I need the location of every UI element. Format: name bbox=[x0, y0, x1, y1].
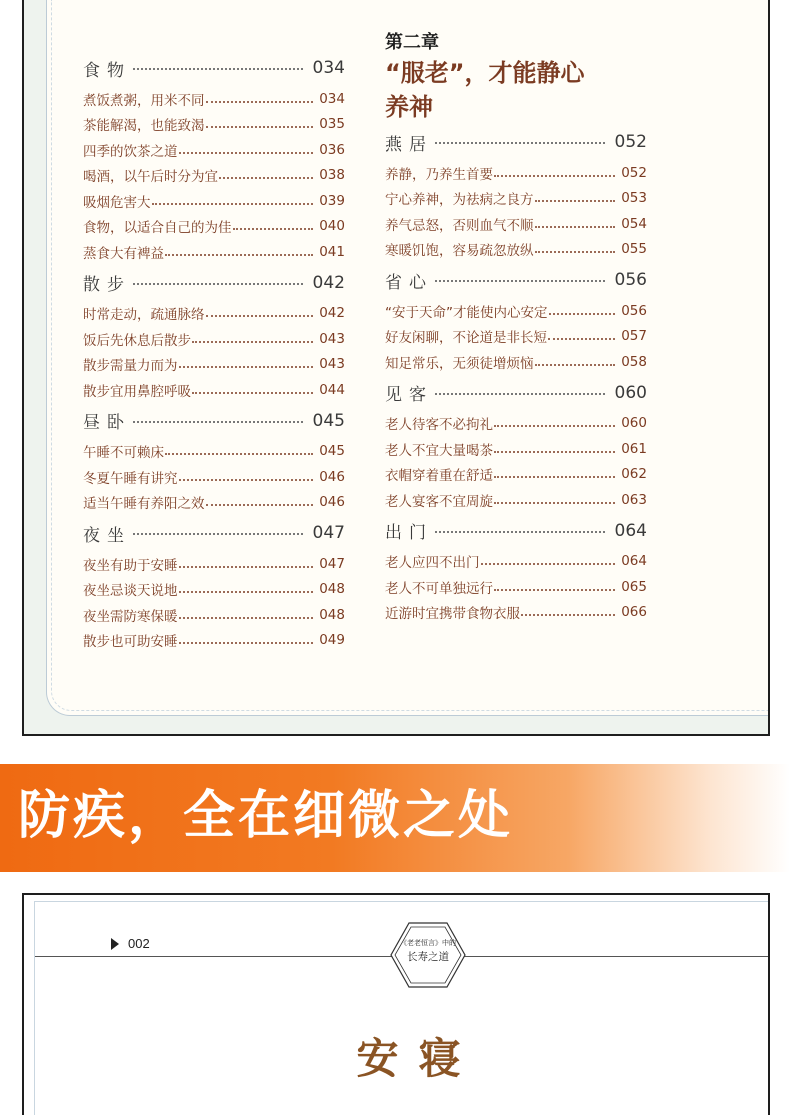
toc-entry[interactable] bbox=[385, 324, 647, 350]
page-number-marker bbox=[111, 936, 150, 951]
toc-entry[interactable] bbox=[83, 439, 345, 465]
toc-section bbox=[385, 124, 647, 262]
entry-page-number: 057 bbox=[621, 328, 647, 345]
entry-page-number: 061 bbox=[621, 440, 647, 457]
entry-title: 适当午睡有养阳之效 bbox=[83, 496, 205, 513]
entry-page-number: 049 bbox=[319, 632, 345, 649]
entry-page-number: 052 bbox=[621, 164, 647, 181]
toc-section bbox=[83, 403, 345, 516]
entry-page-number: 054 bbox=[621, 215, 647, 232]
entry-page-number: 038 bbox=[319, 167, 345, 184]
banner-title: 防疾，全在细微之处 bbox=[18, 785, 514, 846]
toc-section-heading[interactable] bbox=[385, 375, 647, 411]
entry-title: 午睡不可赖床 bbox=[83, 445, 164, 462]
seal-bottom-text: 长寿之道 bbox=[407, 951, 449, 963]
dot-leader bbox=[179, 566, 314, 568]
dot-leader bbox=[535, 251, 616, 253]
entry-title: 养气忌怒，否则血气不顺 bbox=[385, 217, 534, 234]
section-page-number: 052 bbox=[614, 132, 647, 152]
entry-page-number: 040 bbox=[319, 218, 345, 235]
section-page-number: 047 bbox=[312, 523, 345, 543]
triangle-marker-icon bbox=[111, 938, 119, 950]
entry-page-number: 046 bbox=[319, 494, 345, 511]
dot-leader bbox=[179, 642, 314, 644]
entry-page-number: 035 bbox=[319, 116, 345, 133]
entry-page-number: 058 bbox=[621, 353, 647, 370]
section-name: 昼卧 bbox=[83, 413, 131, 433]
entry-page-number: 055 bbox=[621, 241, 647, 258]
dot-leader bbox=[192, 392, 313, 394]
toc-entry[interactable] bbox=[385, 349, 647, 375]
dot-leader bbox=[494, 451, 615, 453]
dot-leader bbox=[133, 68, 303, 70]
entry-title: 老人不宜大量喝茶 bbox=[385, 442, 493, 459]
section-name: 见客 bbox=[385, 385, 433, 405]
entry-title: 老人应四不出门 bbox=[385, 555, 480, 572]
dot-leader bbox=[133, 283, 303, 285]
page-number: 002 bbox=[128, 936, 150, 951]
entry-title: “安于天命”才能使内心安定 bbox=[385, 304, 548, 321]
toc-entry[interactable] bbox=[83, 239, 345, 265]
entry-page-number: 065 bbox=[621, 578, 647, 595]
toc-entry[interactable] bbox=[83, 188, 345, 214]
section-page-number: 056 bbox=[614, 270, 647, 290]
toc-entry[interactable] bbox=[83, 163, 345, 189]
entry-title: 冬夏午睡有讲究 bbox=[83, 470, 178, 487]
entry-title: 夜坐需防寒保暖 bbox=[83, 608, 178, 625]
toc-section-heading[interactable] bbox=[83, 50, 345, 86]
entry-page-number: 043 bbox=[319, 356, 345, 373]
dot-leader bbox=[206, 126, 314, 128]
chapter-title bbox=[385, 56, 647, 124]
section-page-number: 034 bbox=[312, 58, 345, 78]
entry-page-number: 041 bbox=[319, 243, 345, 260]
dot-leader bbox=[494, 476, 615, 478]
toc-entry[interactable] bbox=[83, 112, 345, 138]
entry-title: 好友闲聊，不论道是非长短 bbox=[385, 330, 547, 347]
dot-leader bbox=[435, 393, 605, 395]
section-name: 夜坐 bbox=[83, 525, 131, 546]
section-page-number: 042 bbox=[312, 272, 345, 293]
entry-title: 寒暖饥饱，容易疏忽放纵 bbox=[385, 243, 534, 260]
hexagon-seal bbox=[390, 922, 466, 988]
entry-page-number: 048 bbox=[319, 581, 345, 598]
toc-section bbox=[385, 513, 647, 626]
section-name: 出门 bbox=[385, 523, 433, 543]
page-heading: 安寝 bbox=[356, 1034, 481, 1083]
entry-page-number: 062 bbox=[621, 466, 647, 483]
toc-entry[interactable] bbox=[83, 301, 345, 327]
dot-leader bbox=[521, 614, 615, 616]
dot-leader bbox=[206, 101, 314, 103]
toc-entry[interactable] bbox=[83, 490, 345, 516]
toc-section bbox=[385, 375, 647, 513]
toc-entry[interactable] bbox=[385, 574, 647, 600]
entry-page-number: 036 bbox=[319, 141, 345, 158]
toc-entry[interactable] bbox=[385, 487, 647, 513]
entry-page-number: 044 bbox=[319, 381, 345, 398]
dot-leader bbox=[206, 315, 314, 317]
entry-page-number: 046 bbox=[319, 468, 345, 485]
entry-page-number: 042 bbox=[319, 305, 345, 322]
seal-top-text: 《老老恒言》中的 bbox=[400, 939, 456, 947]
dot-leader bbox=[549, 313, 616, 315]
dot-leader bbox=[494, 502, 615, 504]
dot-leader bbox=[481, 563, 616, 565]
toc-section-heading[interactable] bbox=[83, 515, 345, 551]
dot-leader bbox=[179, 366, 314, 368]
entry-page-number: 047 bbox=[319, 555, 345, 572]
entry-title: 散步也可助安睡 bbox=[83, 634, 178, 651]
section-name: 燕居 bbox=[385, 134, 433, 155]
entry-page-number: 045 bbox=[319, 443, 345, 460]
toc-panel bbox=[22, 0, 770, 736]
section-page-number: 064 bbox=[614, 520, 647, 541]
toc-entry[interactable] bbox=[385, 160, 647, 186]
dot-leader bbox=[179, 152, 314, 154]
entry-title: 近游时宜携带食物衣服 bbox=[385, 606, 520, 623]
toc-entry[interactable] bbox=[83, 214, 345, 240]
entry-title: 夜坐有助于安睡 bbox=[83, 557, 178, 574]
toc-section-heading[interactable] bbox=[385, 262, 647, 298]
dot-leader bbox=[494, 425, 615, 427]
entry-title: 老人待客不必拘礼 bbox=[385, 417, 493, 434]
entry-title: 散步宜用鼻腔呼吸 bbox=[83, 383, 191, 400]
section-name: 省心 bbox=[385, 272, 433, 293]
entry-title: 时常走动，疏通脉络 bbox=[83, 307, 205, 324]
toc-entry[interactable] bbox=[385, 462, 647, 488]
section-page-number: 060 bbox=[614, 382, 647, 403]
toc-entry[interactable] bbox=[385, 237, 647, 263]
section-banner bbox=[0, 764, 790, 872]
entry-page-number: 053 bbox=[621, 190, 647, 207]
toc-entry[interactable] bbox=[385, 186, 647, 212]
dot-leader bbox=[494, 175, 615, 177]
toc-right-column bbox=[385, 28, 647, 625]
entry-title: 食物，以适合自己的为佳 bbox=[83, 220, 232, 237]
chapter-label: 第二章 bbox=[385, 32, 439, 53]
dot-leader bbox=[179, 591, 314, 593]
toc-entry[interactable] bbox=[83, 602, 345, 628]
toc-entry[interactable] bbox=[385, 298, 647, 324]
entry-title: 煮饭煮粥，用米不同 bbox=[83, 92, 205, 109]
dot-leader bbox=[435, 280, 605, 282]
toc-left-column bbox=[83, 50, 345, 653]
toc-section-heading[interactable] bbox=[83, 403, 345, 439]
dot-leader bbox=[548, 338, 615, 340]
toc-entry[interactable] bbox=[83, 464, 345, 490]
entry-title: 吸烟危害大 bbox=[83, 194, 151, 211]
toc-section bbox=[385, 262, 647, 375]
dot-leader bbox=[192, 341, 313, 343]
toc-entry[interactable] bbox=[83, 137, 345, 163]
entry-page-number: 063 bbox=[621, 491, 647, 508]
toc-section bbox=[83, 515, 345, 653]
entry-title: 知足常乐，无须徒增烦恼 bbox=[385, 355, 534, 372]
toc-entry[interactable] bbox=[83, 551, 345, 577]
dot-leader bbox=[233, 228, 314, 230]
entry-title: 四季的饮茶之道 bbox=[83, 143, 178, 160]
entry-title: 茶能解渴，也能致渴 bbox=[83, 118, 205, 135]
chapter-title-line-1: “服老”，才能静心 bbox=[385, 59, 585, 87]
dot-leader bbox=[133, 421, 303, 423]
toc-section-heading[interactable] bbox=[385, 513, 647, 549]
toc-entry[interactable] bbox=[83, 326, 345, 352]
dot-leader bbox=[435, 142, 605, 144]
toc-entry[interactable] bbox=[83, 577, 345, 603]
entry-page-number: 060 bbox=[621, 415, 647, 432]
dot-leader bbox=[152, 203, 314, 205]
section-page-number: 045 bbox=[312, 410, 345, 431]
toc-entry[interactable] bbox=[385, 411, 647, 437]
dot-leader bbox=[494, 589, 615, 591]
section-name: 散步 bbox=[83, 275, 131, 295]
dot-leader bbox=[206, 504, 314, 506]
dot-leader bbox=[535, 226, 616, 228]
entry-title: 宁心养神，为祛病之良方 bbox=[385, 192, 534, 209]
entry-title: 老人宴客不宜周旋 bbox=[385, 493, 493, 510]
entry-title: 老人不可单独远行 bbox=[385, 580, 493, 597]
dot-leader bbox=[179, 479, 314, 481]
toc-entry[interactable] bbox=[83, 86, 345, 112]
entry-page-number: 056 bbox=[621, 302, 647, 319]
entry-page-number: 039 bbox=[319, 192, 345, 209]
entry-page-number: 034 bbox=[319, 90, 345, 107]
entry-title: 饭后先休息后散步 bbox=[83, 332, 191, 349]
entry-title: 夜坐忌谈天说地 bbox=[83, 583, 178, 600]
toc-section bbox=[83, 50, 345, 265]
page-preview-panel bbox=[22, 893, 770, 1115]
toc-entry[interactable] bbox=[385, 436, 647, 462]
toc-entry[interactable] bbox=[83, 377, 345, 403]
dot-leader bbox=[435, 531, 605, 533]
toc-entry[interactable] bbox=[385, 549, 647, 575]
entry-title: 蒸食大有裨益 bbox=[83, 245, 164, 262]
dot-leader bbox=[179, 617, 314, 619]
toc-entry[interactable] bbox=[83, 352, 345, 378]
toc-section-heading[interactable] bbox=[83, 265, 345, 301]
dot-leader bbox=[165, 453, 313, 455]
dot-leader bbox=[535, 200, 616, 202]
entry-page-number: 043 bbox=[319, 330, 345, 347]
entry-title: 散步需量力而为 bbox=[83, 358, 178, 375]
chapter-title-line-2: 养神 bbox=[385, 93, 433, 121]
entry-page-number: 048 bbox=[319, 606, 345, 623]
entry-page-number: 066 bbox=[621, 604, 647, 621]
dot-leader bbox=[133, 533, 303, 535]
entry-title: 喝酒，以午后时分为宜 bbox=[83, 169, 218, 186]
section-name: 食物 bbox=[83, 60, 131, 81]
toc-section-heading[interactable] bbox=[385, 124, 647, 160]
dot-leader bbox=[535, 364, 616, 366]
preview-page bbox=[34, 901, 768, 1115]
dot-leader bbox=[219, 177, 313, 179]
entry-title: 养静，乃养生首要 bbox=[385, 166, 493, 183]
toc-entry[interactable] bbox=[385, 600, 647, 626]
toc-section bbox=[83, 265, 345, 403]
toc-entry[interactable] bbox=[83, 628, 345, 654]
entry-title: 衣帽穿着重在舒适 bbox=[385, 468, 493, 485]
toc-entry[interactable] bbox=[385, 211, 647, 237]
dot-leader bbox=[165, 254, 313, 256]
toc-page bbox=[46, 0, 770, 716]
entry-page-number: 064 bbox=[621, 553, 647, 570]
